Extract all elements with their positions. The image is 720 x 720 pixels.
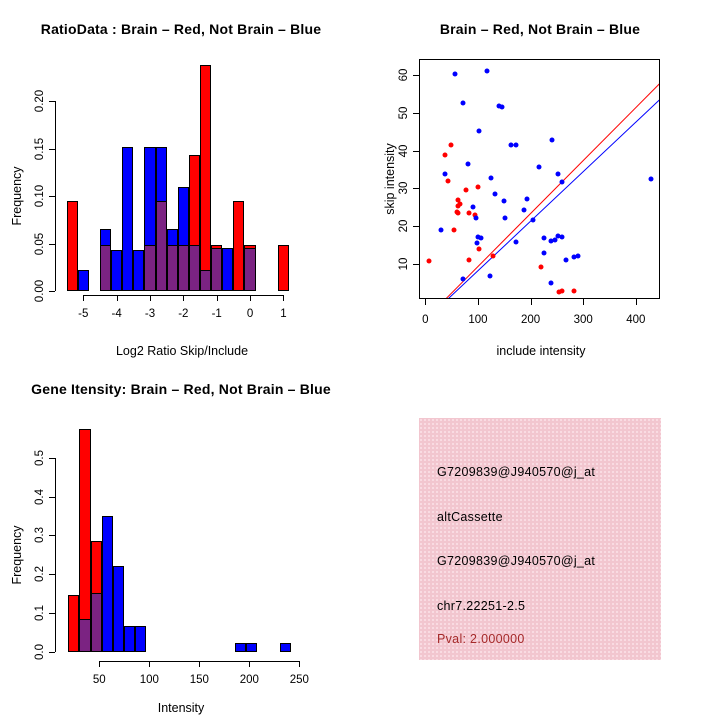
y-axis-tick (49, 101, 55, 102)
histogram-bar-blue (113, 566, 124, 651)
x-tick-label: 0 (246, 308, 254, 320)
y-tick-label: 40 (398, 144, 410, 157)
y-tick-label: 0.05 (34, 232, 46, 255)
scatter-point-blue (541, 250, 546, 255)
scatter-point-red (448, 143, 453, 148)
y-axis-tick (49, 574, 55, 575)
scatter-point-blue (471, 205, 476, 210)
x-tick-label: 150 (189, 674, 209, 686)
gene-info-panel (419, 418, 661, 660)
scatter-point-blue (453, 72, 458, 77)
red-fit-line (442, 81, 660, 299)
histogram-bar-blue (102, 516, 113, 652)
histogram-bar-overlap (244, 248, 255, 291)
scatter-point-red (539, 265, 544, 270)
scatter-point-blue (503, 215, 508, 220)
scatter-point-red (490, 253, 495, 258)
scatter-point-blue (443, 172, 448, 177)
histogram-bar-overlap (211, 248, 222, 291)
y-tick-label: 10 (398, 257, 410, 270)
scatter-point-red (463, 188, 468, 193)
scatter-point-blue (522, 208, 527, 213)
scatter-point-blue (475, 240, 480, 245)
scatter-point-blue (530, 218, 535, 223)
scatter-title: Brain – Red, Not Brain – Blue (439, 21, 641, 37)
gene-histogram-y-axis-label: Frequency (10, 525, 24, 585)
histogram-bar-blue (124, 626, 135, 652)
y-axis-tick (49, 652, 55, 653)
scatter-point-red (571, 288, 576, 293)
histogram-bar-overlap (100, 245, 111, 291)
y-axis-tick (413, 75, 419, 76)
x-tick-label: 100 (139, 674, 159, 686)
x-axis-tick (217, 295, 218, 301)
histogram-bar-blue (222, 248, 233, 291)
y-tick-label: 0.4 (34, 488, 46, 505)
x-tick-label: -1 (211, 308, 222, 320)
x-axis-tick (478, 299, 479, 305)
x-axis-tick (99, 661, 100, 667)
histogram-bar-red (233, 201, 244, 291)
scatter-point-blue (542, 236, 547, 241)
y-axis-tick (49, 458, 55, 459)
scatter-point-blue (502, 198, 507, 203)
y-axis-line (55, 101, 56, 291)
scatter-point-red (475, 184, 480, 189)
x-axis-tick (150, 295, 151, 301)
scatter-point-red (456, 203, 461, 208)
x-tick-label: 250 (289, 674, 309, 686)
scatter-point-blue (460, 276, 465, 281)
chromosome-location-text: chr7.22251-2.5 (437, 599, 526, 613)
scatter-point-blue (461, 100, 466, 105)
x-axis-tick (583, 299, 584, 305)
scatter-point-blue (555, 172, 560, 177)
scatter-point-blue (575, 253, 580, 258)
histogram-bar-overlap (144, 245, 155, 291)
scatter-point-blue (559, 180, 564, 185)
x-axis-tick (299, 661, 300, 667)
y-tick-label: 30 (398, 181, 410, 195)
histogram-bar-blue (235, 643, 246, 652)
y-tick-label: 0.10 (34, 184, 46, 208)
histogram-bar-blue (111, 250, 122, 291)
pval-text: Pval: 2.000000 (437, 632, 525, 646)
scatter-point-blue (536, 164, 541, 169)
y-tick-label: 0.00 (34, 279, 46, 303)
scatter-point-red (446, 178, 451, 183)
histogram-bar-overlap (91, 593, 102, 652)
probe-id-repeat-text: G7209839@J940570@j_at (437, 554, 596, 568)
gene-histogram-title: Gene Itensity: Brain – Red, Not Brain – Blue (31, 381, 331, 397)
histogram-bar-red (67, 201, 78, 291)
scatter-point-blue (563, 258, 568, 263)
x-axis-tick (83, 295, 84, 301)
scatter-point-blue (492, 191, 497, 196)
y-axis-tick (49, 497, 55, 498)
x-tick-label: 0 (422, 314, 429, 326)
x-tick-label: 50 (92, 674, 106, 686)
y-tick-label: 60 (398, 68, 410, 82)
x-axis-tick (149, 661, 150, 667)
scatter-point-blue (438, 227, 443, 232)
scatter-point-red (456, 211, 461, 216)
x-tick-label: 100 (468, 314, 488, 326)
x-axis-tick (249, 661, 250, 667)
scatter-point-blue (487, 273, 492, 278)
y-tick-label: 20 (398, 219, 410, 233)
y-axis-line (55, 458, 56, 652)
histogram-bar-overlap (156, 201, 167, 291)
scatter-point-red (467, 257, 472, 262)
histogram-bar-overlap (189, 245, 200, 291)
scatter-point-blue (549, 281, 554, 286)
histogram-bar-overlap (178, 245, 189, 291)
scatter-point-red (452, 227, 457, 232)
ratio-histogram-title: RatioData : Brain – Red, Not Brain – Blue (40, 21, 322, 37)
x-axis-tick (283, 295, 284, 301)
scatter-point-blue (479, 236, 484, 241)
x-tick-label: -3 (144, 308, 156, 320)
y-tick-label: 0.15 (34, 137, 46, 160)
histogram-bar-blue (122, 147, 133, 291)
x-tick-label: 300 (573, 314, 593, 326)
scatter-point-blue (488, 175, 493, 180)
x-tick-label: 200 (520, 314, 541, 326)
scatter-y-axis-label: skip intensity (383, 143, 397, 215)
x-tick-label: 1 (280, 308, 287, 320)
x-axis-tick (531, 299, 532, 305)
x-axis-tick (636, 299, 637, 305)
scatter-point-red (559, 288, 564, 293)
scatter-point-blue (549, 138, 554, 143)
y-axis-tick (413, 226, 419, 227)
y-axis-tick (49, 613, 55, 614)
x-axis-tick (183, 295, 184, 301)
x-tick-label: -5 (78, 308, 89, 320)
x-axis-tick (117, 295, 118, 301)
scatter-point-blue (477, 128, 482, 133)
histogram-bar-blue (246, 643, 257, 652)
scatter-x-axis-label: include intensity (496, 344, 586, 358)
y-axis-tick (49, 244, 55, 245)
scatter-point-blue (466, 162, 471, 167)
y-tick-label: 0.3 (34, 527, 46, 544)
y-tick-label: 0.0 (34, 643, 46, 660)
y-axis-tick (413, 151, 419, 152)
gene-histogram-x-axis-label: Intensity (157, 701, 205, 715)
ratio-histogram-y-axis-label: Frequency (10, 166, 24, 226)
y-tick-label: 0.1 (34, 604, 46, 621)
y-tick-label: 0.20 (34, 89, 46, 113)
scatter-point-blue (513, 239, 518, 244)
y-axis-tick (413, 113, 419, 114)
histogram-bar-overlap (167, 245, 178, 291)
y-axis-tick (49, 196, 55, 197)
splice-type-text: altCassette (437, 510, 503, 524)
x-tick-label: -2 (178, 308, 189, 320)
histogram-bar-red (200, 65, 211, 291)
scatter-point-red (476, 246, 481, 251)
y-axis-tick (49, 535, 55, 536)
x-axis-tick (425, 299, 426, 305)
histogram-bar-blue (133, 250, 144, 291)
histogram-bar-overlap (79, 619, 90, 652)
x-axis-tick (199, 661, 200, 667)
scatter-point-red (466, 210, 471, 215)
scatter-point-blue (649, 177, 654, 182)
y-axis-tick (49, 149, 55, 150)
histogram-bar-blue (280, 643, 291, 652)
probe-id-text: G7209839@J940570@j_at (437, 465, 596, 479)
y-axis-tick (413, 264, 419, 265)
x-tick-label: -4 (111, 308, 122, 320)
histogram-bar-blue (78, 270, 89, 291)
scatter-point-blue (513, 143, 518, 148)
y-axis-tick (413, 188, 419, 189)
scatter-point-blue (473, 216, 478, 221)
scatter-point-red (427, 258, 432, 263)
y-tick-label: 0.2 (34, 566, 46, 583)
histogram-bar-blue (135, 626, 146, 652)
x-tick-label: 400 (626, 314, 646, 326)
y-tick-label: 0.5 (34, 449, 46, 466)
y-axis-tick (49, 291, 55, 292)
scatter-point-blue (499, 104, 504, 109)
scatter-point-blue (560, 235, 565, 240)
ratio-histogram-x-axis-label: Log2 Ratio Skip/Include (115, 344, 249, 358)
scatter-point-blue (524, 197, 529, 202)
x-axis-tick (250, 295, 251, 301)
scatter-point-red (443, 152, 448, 157)
scatter-plot-box (419, 59, 660, 299)
histogram-bar-overlap (200, 270, 211, 291)
scatter-point-blue (484, 68, 489, 73)
y-tick-label: 50 (398, 106, 410, 120)
x-tick-label: 200 (239, 674, 259, 686)
histogram-bar-red (68, 595, 79, 651)
histogram-bar-red (278, 245, 289, 291)
